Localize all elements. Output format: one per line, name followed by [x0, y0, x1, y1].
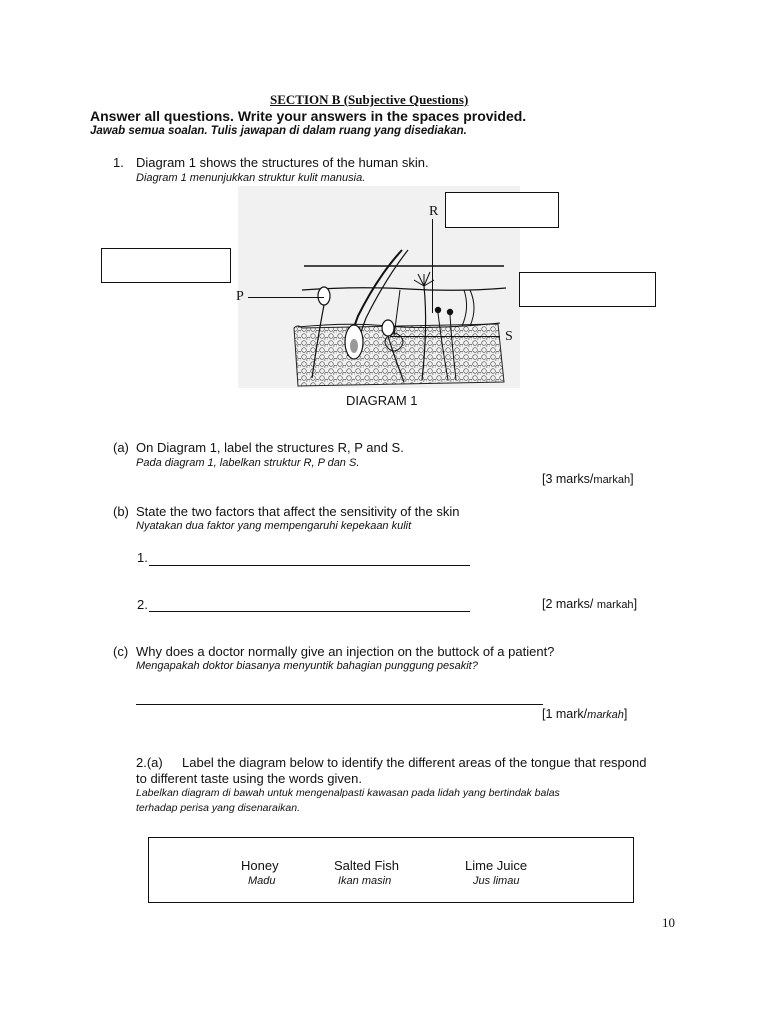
marks-label: [3 marks/ — [542, 472, 594, 486]
pointer-line-p — [248, 297, 324, 298]
word-honey: Honey — [241, 858, 279, 873]
diagram-label-s: S — [505, 329, 513, 344]
word-salted-fish: Salted Fish — [334, 858, 400, 873]
diagram-label-r: R — [429, 204, 439, 219]
question-2a-text-line1: Label the diagram below to identify the different areas of the tongue that respond — [182, 755, 647, 770]
question-1b-marks — [542, 597, 637, 611]
question-1b-letter: (b) — [113, 504, 129, 519]
instruction-english: Answer all questions. Write your answers in the spaces provided. — [90, 108, 527, 124]
answer-1b-2-number: 2. — [137, 597, 148, 612]
answer-1b-1-number: 1. — [137, 550, 148, 565]
question-1c-text: Why does a doctor normally give an injection on the buttock of a patient? — [136, 644, 555, 659]
section-title: SECTION B (Subjective Questions) — [270, 92, 469, 107]
marks-label-malay: markah — [587, 709, 624, 721]
question-1-text: Diagram 1 shows the structures of the human skin. — [136, 155, 429, 170]
page-number: 10 — [662, 915, 675, 930]
question-1b-text-malay: Nyatakan dua faktor yang mempengaruhi kepekaan kulit — [136, 520, 412, 532]
word-salted-fish-malay: Ikan masin — [338, 875, 392, 887]
word-lime-juice-malay: Jus limau — [473, 875, 520, 887]
marks-label-malay: markah — [596, 599, 634, 611]
question-1c-text-malay: Mengapakah doktor biasanya menyuntik bahagian punggung pesakit? — [136, 660, 478, 672]
question-1c-letter: (c) — [113, 644, 129, 659]
question-1-number: 1. — [113, 155, 124, 170]
question-2a-text-line2: to different taste using the words given. — [136, 771, 362, 786]
question-1c-marks — [542, 707, 627, 721]
question-1a-marks — [542, 472, 634, 486]
question-1b-text: State the two factors that affect the sensitivity of the skin — [136, 504, 460, 519]
marks-label-malay: markah — [593, 474, 631, 486]
question-1a-letter: (a) — [113, 440, 129, 455]
answer-line-1b-2[interactable] — [149, 611, 470, 612]
diagram-label-p: P — [236, 289, 244, 304]
marks-close: ] — [633, 597, 638, 611]
word-honey-malay: Madu — [248, 875, 276, 887]
label-box-left[interactable] — [101, 248, 231, 283]
pointer-line-s — [390, 336, 500, 337]
question-2a-text-malay-line2: terhadap perisa yang disenaraikan. — [136, 802, 301, 814]
pointer-line-r — [432, 219, 433, 313]
question-1a-text-malay: Pada diagram 1, labelkan struktur R, P dan S. — [136, 457, 360, 469]
label-box-right[interactable] — [519, 272, 656, 307]
instruction-malay: Jawab semua soalan. Tulis jawapan di dalam ruang yang disediakan. — [90, 125, 467, 137]
marks-label: [1 mark/ — [542, 707, 588, 721]
word-lime-juice: Lime Juice — [465, 858, 528, 873]
taste-word-box — [148, 837, 634, 903]
question-1-text-malay: Diagram 1 menunjukkan struktur kulit manusia. — [136, 172, 366, 184]
question-2a-number: 2.(a) — [136, 755, 163, 770]
marks-label: [2 marks/ — [542, 597, 597, 611]
marks-close: ] — [630, 472, 634, 486]
diagram-caption: DIAGRAM 1 — [346, 393, 418, 408]
label-box-r[interactable] — [445, 192, 559, 228]
question-2a-text-malay-line1: Labelkan diagram di bawah untuk mengenalpasti kawasan pada lidah yang bertindak balas — [136, 787, 560, 799]
marks-close: ] — [623, 707, 628, 721]
answer-line-1b-1[interactable] — [149, 565, 470, 566]
answer-line-1c[interactable] — [136, 704, 543, 705]
question-1a-text: On Diagram 1, label the structures R, P and S. — [136, 440, 404, 455]
